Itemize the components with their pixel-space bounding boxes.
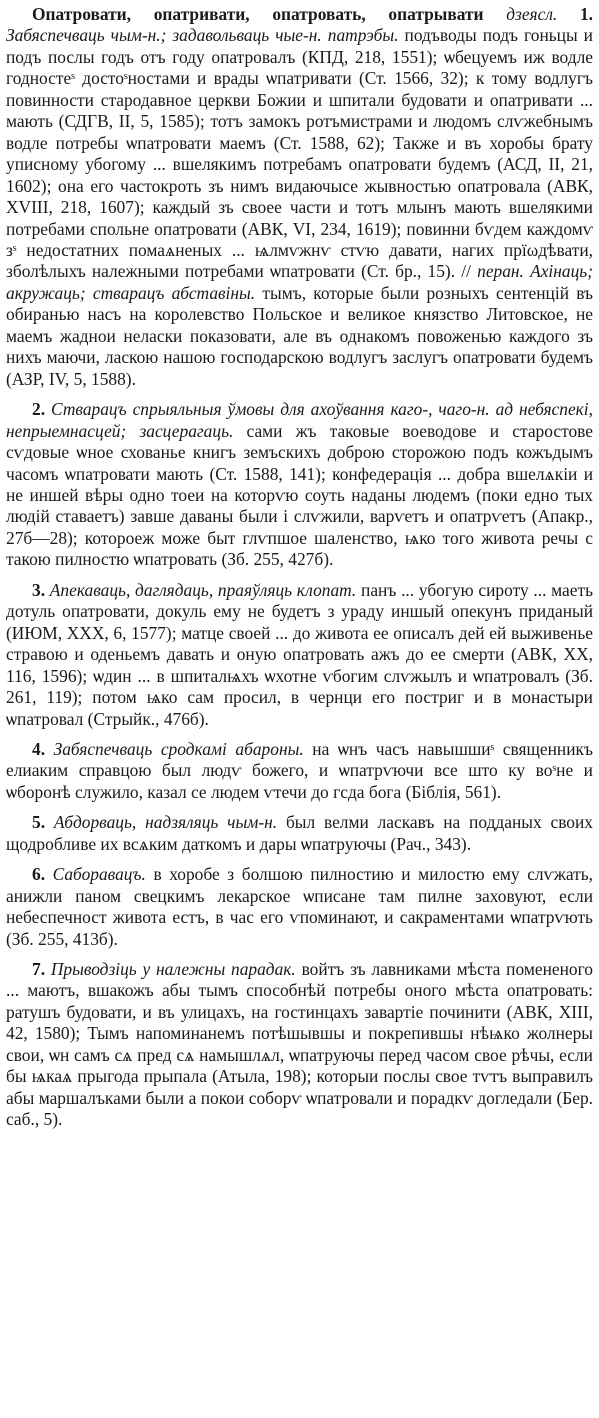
sense-definition: Прыводзіць у належны парадак. [50,959,296,980]
sense-definition: Саборавацъ. [52,864,146,885]
sense-3 [6,580,593,730]
dictionary-entry [6,4,593,1131]
sense-number: 2. [32,399,46,420]
sense-citations: сами жъ таковые воеводове и старостове сѵдовые ѡное схованье книгъ земъскихъ доброю сторожою подъ кожъдымъ часомъ ѡпатровати мають (Ст. 1588, 141); конфедерація ... добра вшелѧкіи и не иншей вѣры одно тоеи на которѵю соуть наданы людемъ (поки едно тых людій ставаетъ) завше даваны были і слѵжили, варѵетъ и опатрѵетъ (Апакр., 27б—28); котороеж може быт глѵпшое шаленство, ѩко того живота речы с такою пилностю ѡпатровать (Зб. 255, 427б). [6,420,593,570]
sense-citations: подъводы подъ гоньцы и подъ послы годъ отъ году опатровалъ (КПД, 218, 1551); ѡбецуемъ иж водле годностеˢ достоˢностами и врады ѡпатривати (Ст. 1566, 32); к тому водлугъ повинности стародавное церкви Божии и шпитали будовати и опатривати ... мають (СДГВ, II, 5, 1585); тотъ замокъ ротъмистрами и людомъ слѵжебнымъ водле потребы ѡпатровати маемъ (Ст. 1588, 62); Также и въ хоробы брату уписному убогому ... вшелякимъ потребамъ опатровати будемъ (АСД, II, 21, 1602); она его частокроть зъ нимъ видаючысе жывностью опатровала (АВК, XVIII, 218, 1607); каждый зъ своее части и тотъ млынъ мають вшелякими потребами спольне опатровати (АВК, VI, 234, 1619); повинни бѵдем каждомѵ зˢ недостатних помаѧненых ... ѩлмѵжнѵ стѵю давати, нагих прїωдѣвати, зболѣлыхъ належными потребами ѡпатровати (Ст. бр., 15). [6,25,593,282]
sense-citations: был велми ласкавъ на подданых своих щодробливе их всѧким даткомъ и дары ѡпатруючы (Рач., 343). [6,812,593,854]
sense-number: 1. [579,4,594,24]
sense-5 [6,812,593,855]
sense-6 [6,864,593,950]
sense-number: 6. [32,864,46,885]
sense-citations: войтъ зъ лавниками мѣста помененого ... маютъ, вшакожъ абы тымъ способнѣй потребы оного мѣста опатровать: ратушъ будовати, и въ улицахъ, на гостинцахъ завартіе починити (АВК, XIII, 42, 1580); Тымъ напоминанемъ потѣшывшы и покрепившы нѣѩко жолнеры свои, ѡн самъ сѧ пред сѧ намышлѧл, ѡпатруючы перед часом свое рѣчы, если бы ѩкаѧ прыгода прыпала (Атыла, 198); которыи послы свое тѵтъ выправилъ абы маршалъками были а покои соборѵ ѡпатровали и порадкѵ догледали (Бер. саб., 5). [6,959,593,1130]
entry-headword: Опатровати, опатривати, опатровать, опатрывати [32,4,484,24]
sense-definition: Забяспечваць сродкамі абароны. [53,738,304,759]
sense-definition: Стварацъ спрыяльныя ўмовы для ахоўвання каго-, чаго-н. ад небяспекі, непрыемнасцей; засцерагаць. [6,399,593,441]
sense-2 [6,399,593,571]
sense-citations: в хоробе з болшою пилностию и милостю ему слѵжать, анижли паном свецкимъ лекарское ѡписане там пилне заховуют, если небеспечност живота естъ, в час его ѵпоминают, и сакраментами ѡпатрѵють (Зб. 255, 413б). [6,864,593,949]
sense-citations: на ѡнъ часъ навышшиˢ священникъ елиаким справцою был людѵ божего, и ѡпатрѵючи все што ку воˢне и ѡборонѣ служило, казал се людем ѵтечи до гсда бога (Біблія, 561). [6,738,593,802]
sense-7 [6,959,593,1131]
subsense-marker: // [461,261,471,282]
sense-number: 7. [32,959,46,980]
sense-definition: Абдорваць, надзяляць чым-н. [53,812,278,833]
sense-citations: панъ ... убогую сироту ... маеть дотуль опатровати, докуль ему не будетъ з ураду иншый опекунъ приданый (ИЮМ, XXX, 6, 1577); матце своей ... до живота ее описалъ дей ей выживенье стравою и оденьемъ давать и оную опатровать ажъ до ее смерти (АВК, XX, 116, 1596); ѡдин ... в шпиталѩхъ ѡхотне ѵбогим слѵжылъ и ѡпатровалъ (Зб. 261, 119); потом ѩко сам просил, в чернци его постриг и в монастыри ѡпатровал (Стрыйк., 476б). [6,579,593,729]
sense-definition: Забяспечваць чым-н.; задавольваць чые-н. патрэбы. [6,25,399,46]
sense-number: 4. [32,738,46,759]
sense-number: 3. [32,579,46,600]
subsense-definition: перан. Ахінаць; акружаць; стварацъ абставіны. [6,261,593,303]
sense-definition: Апекаваць, даглядаць, праяўляць клопат. [49,579,357,600]
sense-1 [6,4,593,390]
subsense-citations: тымъ, которые были розныхъ сентенцій въ обиранью насъ на королевство Польское и великое князство Литовское, не маемъ жаднои неласки показовати, але въ однакомъ повоженью каждого зъ нихъ маючи, ласкою нашою господарскою водлугъ заслугъ опатровати будемъ (АЗР, IV, 5, 1588). [6,282,594,389]
sense-number: 5. [32,812,46,833]
part-of-speech: дзеясл. [506,4,558,24]
sense-4 [6,739,593,803]
